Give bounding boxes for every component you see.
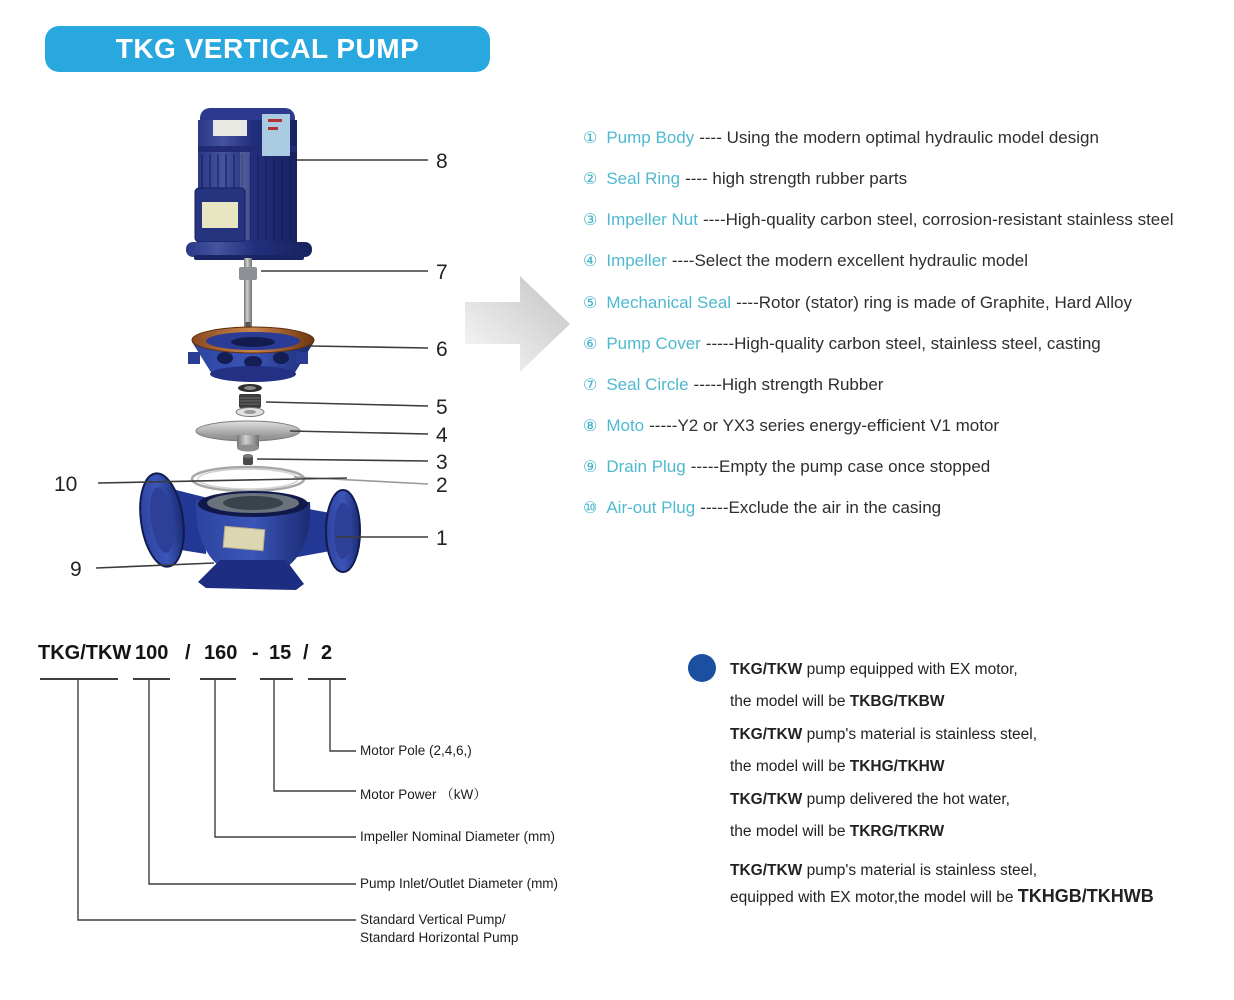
mechanical-seal-graphic	[236, 384, 264, 417]
callout-2: 2	[436, 474, 448, 497]
note-line: TKG/TKW pump's material is stainless steel,	[730, 862, 1038, 879]
note-line: equipped with EX motor,the model will be TKHGB/TKHWB	[730, 886, 1154, 906]
note-line: the model will be TKHG/TKHW	[730, 758, 945, 775]
part-name: Pump Body	[606, 128, 695, 147]
part-desc: ----Select the modern excellent hydraulic model	[671, 251, 1029, 270]
list-item	[583, 293, 1132, 313]
pump-exploded-diagram	[40, 90, 600, 610]
code-inlet: 100	[135, 642, 169, 664]
circled-number: ⑩	[583, 500, 598, 517]
code-power: 15	[269, 642, 292, 664]
part-name: Impeller	[606, 251, 667, 270]
callout-5: 5	[436, 396, 448, 419]
impeller-nut-graphic	[243, 454, 253, 465]
callout-7: 7	[436, 261, 448, 284]
part-desc: ---- high strength rubber parts	[685, 169, 908, 188]
part-name: Seal Circle	[606, 375, 689, 394]
circled-number: ①	[583, 130, 598, 147]
label-inlet-diam: Pump Inlet/Outlet Diameter (mm)	[360, 876, 559, 891]
list-item	[583, 457, 990, 477]
model-code-breakdown	[0, 630, 660, 970]
part-name: Drain Plug	[606, 457, 686, 476]
circled-number: ②	[583, 171, 598, 188]
callout-1: 1	[436, 527, 448, 550]
code-separator: -	[252, 642, 259, 664]
label-impeller-diam: Impeller Nominal Diameter (mm)	[360, 829, 556, 844]
callout-6: 6	[436, 338, 448, 361]
pump-cover-graphic	[188, 327, 314, 382]
arrow-right-icon	[465, 276, 570, 372]
list-item	[583, 416, 999, 436]
circled-number: ④	[583, 253, 598, 270]
list-item	[583, 128, 1099, 148]
title-banner	[45, 26, 490, 72]
model-variant-notes	[685, 645, 1205, 925]
part-name: Air-out Plug	[606, 498, 696, 517]
list-item	[583, 169, 907, 189]
part-desc: -----High strength Rubber	[693, 375, 884, 394]
shaft-graphic	[239, 258, 257, 334]
part-desc: ---- Using the modern optimal hydraulic model design	[699, 128, 1099, 147]
label-pump-type-1: Standard Vertical Pump/	[360, 912, 506, 927]
motor-graphic	[186, 108, 312, 260]
label-motor-power: Motor Power （kW）	[360, 787, 487, 802]
part-desc: ----High-quality carbon steel, corrosion-resistant stainless steel	[702, 210, 1174, 229]
part-desc: -----Exclude the air in the casing	[700, 498, 942, 517]
note-line: TKG/TKW pump delivered the hot water,	[730, 791, 1010, 808]
note-line: TKG/TKW pump equipped with EX motor,	[730, 661, 1018, 678]
list-item	[583, 334, 1101, 354]
list-item	[583, 375, 883, 395]
list-item	[583, 251, 1028, 271]
code-pole: 2	[321, 642, 333, 664]
callout-4: 4	[436, 424, 448, 447]
page-title: TKG VERTICAL PUMP	[115, 33, 420, 64]
circled-number: ⑤	[583, 295, 598, 312]
code-impeller: 160	[204, 642, 238, 664]
callout-3: 3	[436, 451, 448, 474]
circled-number: ⑨	[583, 459, 598, 476]
part-desc: ----Rotor (stator) ring is made of Graphite, Hard Alloy	[736, 293, 1132, 312]
part-name: Impeller Nut	[606, 210, 698, 229]
part-name: Mechanical Seal	[606, 293, 732, 312]
circled-number: ⑦	[583, 377, 598, 394]
callout-10: 10	[54, 473, 78, 496]
callout-9: 9	[70, 558, 82, 581]
circled-number: ⑧	[583, 418, 598, 435]
part-desc: -----Empty the pump case once stopped	[690, 457, 991, 476]
part-name: Seal Ring	[606, 169, 681, 188]
callout-8: 8	[436, 150, 448, 173]
code-separator: /	[185, 642, 191, 664]
bullet-icon	[688, 654, 716, 682]
circled-number: ③	[583, 212, 598, 229]
model-code-lines	[0, 630, 660, 970]
part-desc: -----Y2 or YX3 series energy-efficient V1 motor	[649, 416, 1000, 435]
label-pump-type-2: Standard Horizontal Pump	[360, 930, 519, 945]
impeller-graphic	[196, 421, 300, 452]
list-item	[583, 498, 941, 518]
part-name: Moto	[606, 416, 645, 435]
note-line: the model will be TKRG/TKRW	[730, 823, 945, 840]
part-desc: -----High-quality carbon steel, stainless steel, casting	[705, 334, 1101, 353]
circled-number: ⑥	[583, 336, 598, 353]
note-line: TKG/TKW pump's material is stainless steel,	[730, 726, 1038, 743]
code-series: TKG/TKW	[38, 642, 132, 664]
part-name: Pump Cover	[606, 334, 701, 353]
code-separator: /	[303, 642, 309, 664]
list-item	[583, 210, 1174, 230]
note-line: the model will be TKBG/TKBW	[730, 693, 945, 710]
label-motor-pole: Motor Pole (2,4,6,)	[360, 743, 472, 758]
